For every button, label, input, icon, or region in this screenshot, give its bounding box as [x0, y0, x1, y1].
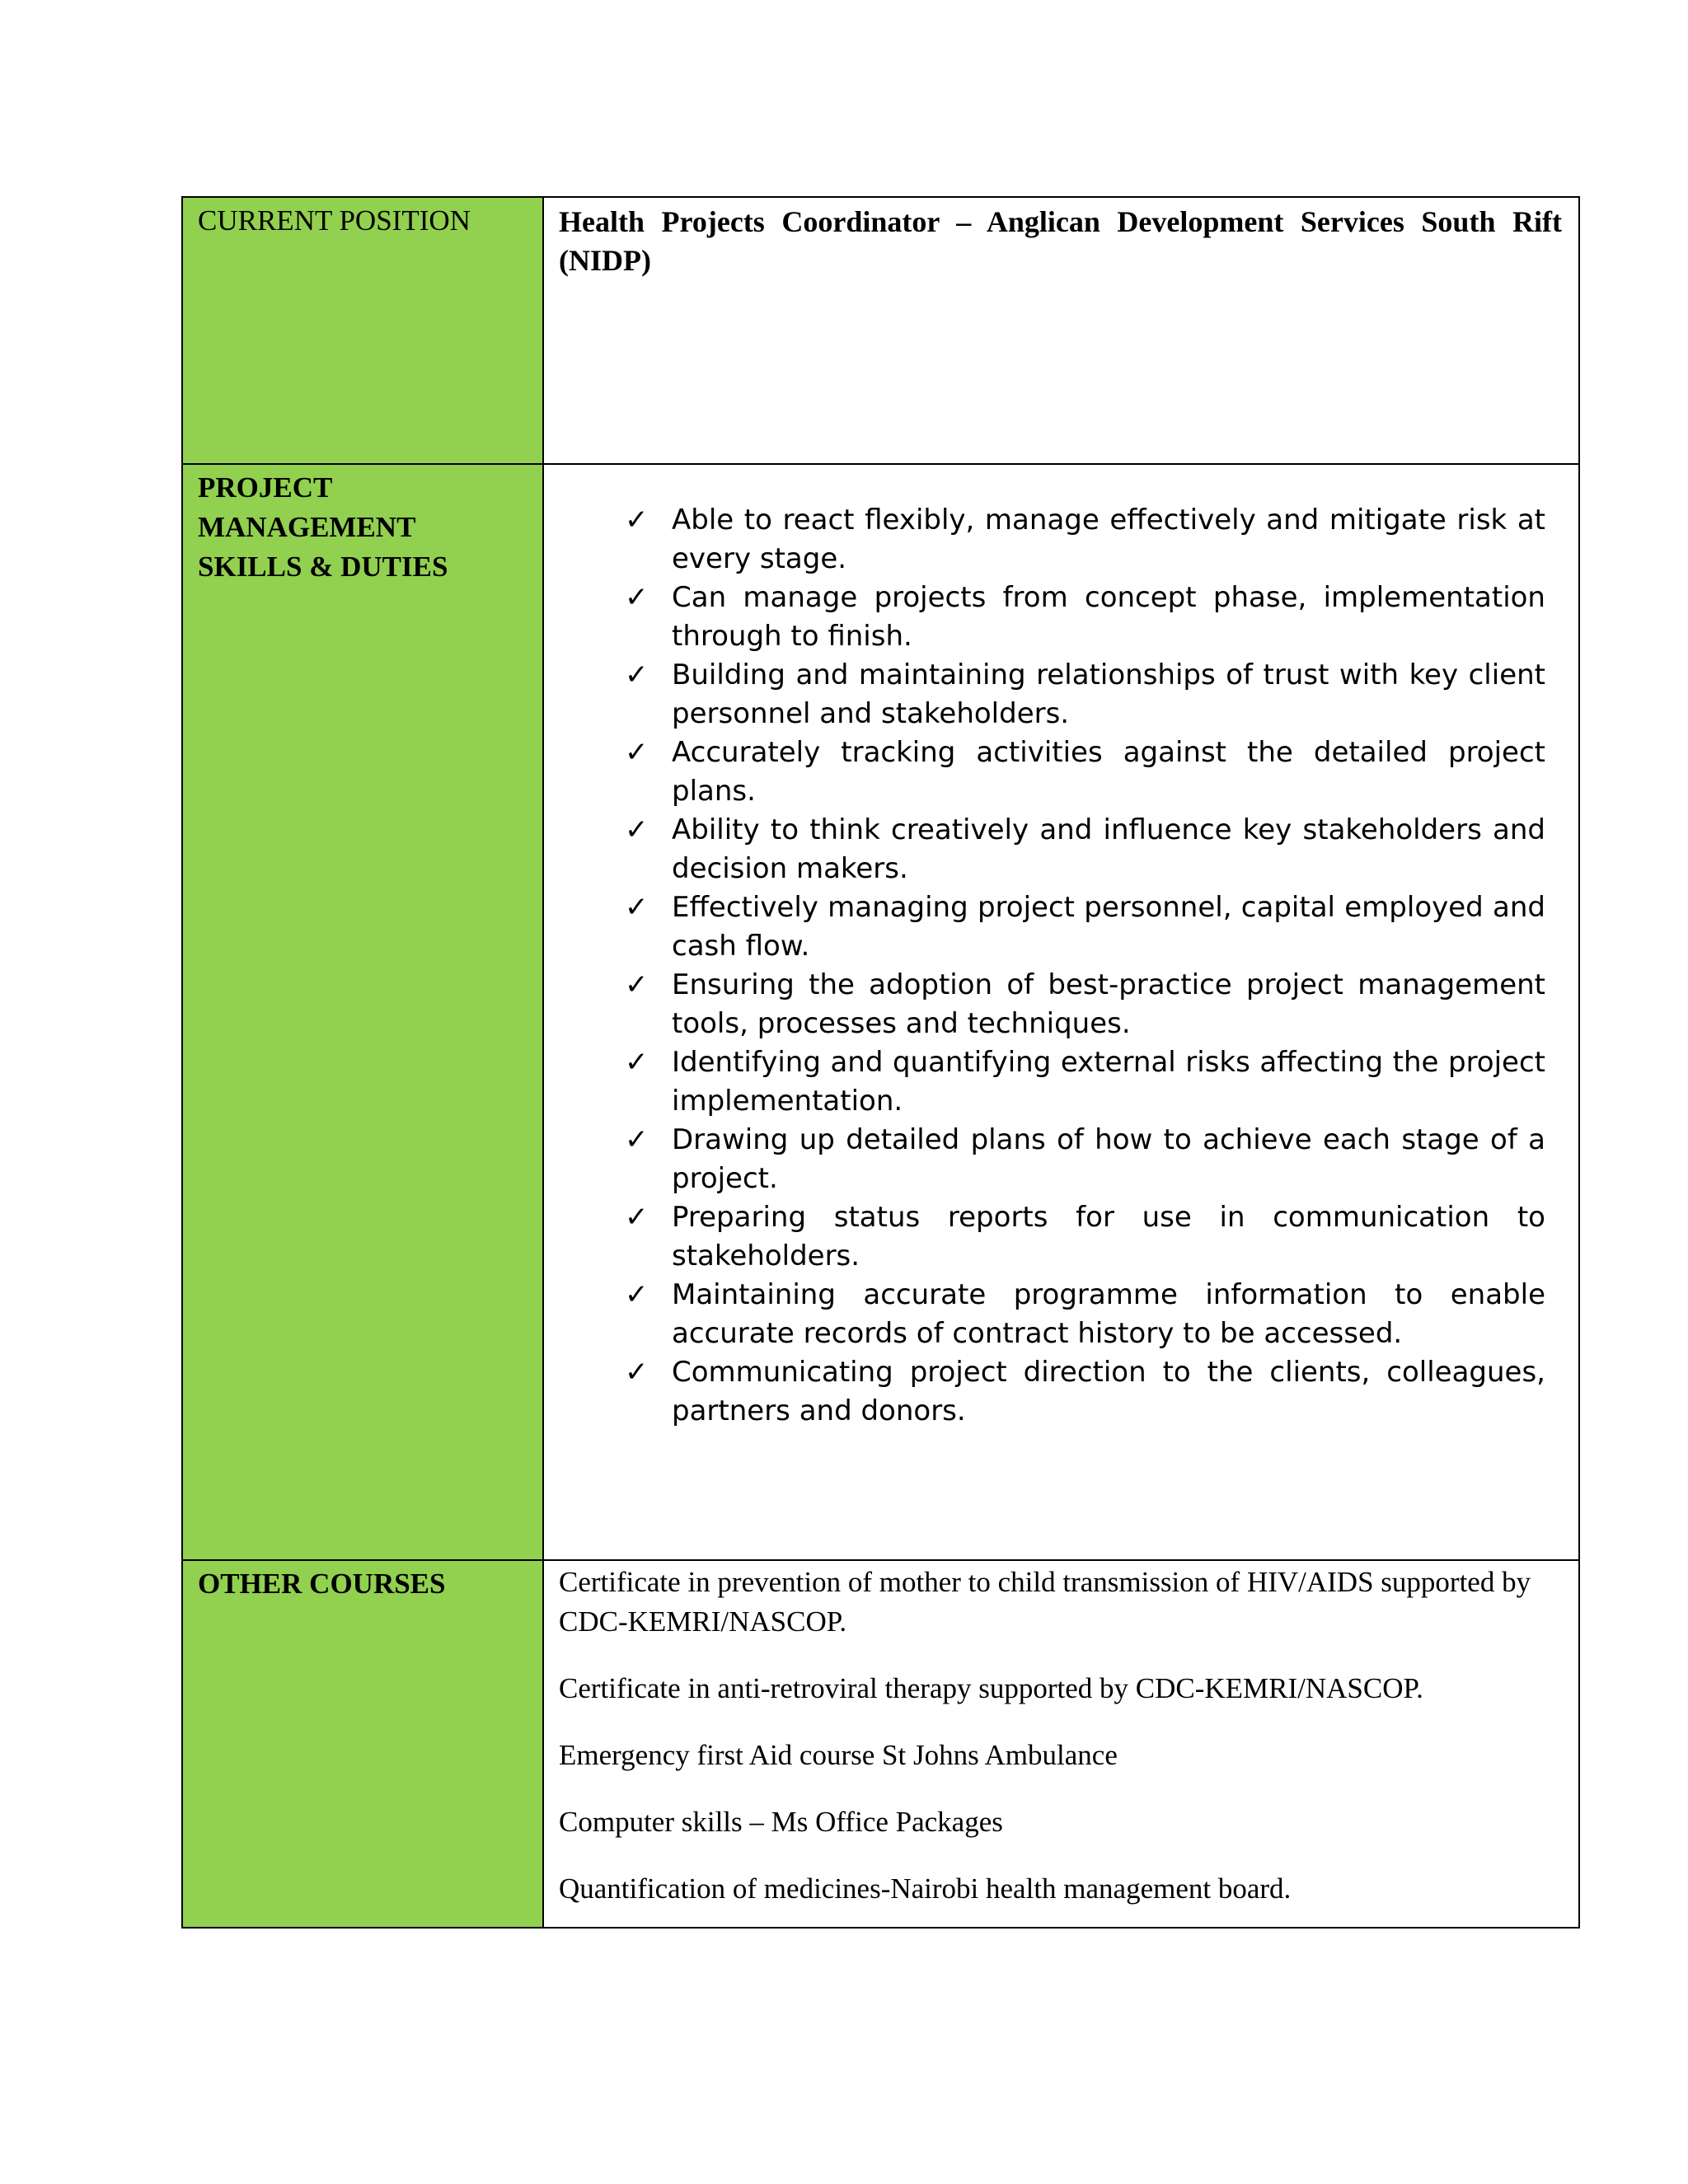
skill-item-text: Identifying and quantifying external risks affecting the project implementation. — [672, 1046, 1545, 1118]
other-courses-cell — [543, 1560, 1579, 1928]
skill-item-text: Can manage projects from concept phase, implementation through to finish. — [672, 581, 1545, 653]
current-position-cell — [543, 197, 1579, 464]
skill-item-text: Accurately tracking activities against the detailed project plans. — [672, 736, 1545, 808]
skill-item-text: Effectively managing project personnel, capital employed and cash flow. — [672, 891, 1545, 963]
skill-item — [544, 579, 1545, 656]
check-icon: ✓ — [625, 968, 649, 1001]
current-position-label: CURRENT POSITION — [182, 197, 543, 464]
check-icon: ✓ — [625, 736, 649, 769]
skill-item — [544, 1353, 1545, 1431]
skill-item — [544, 501, 1545, 579]
skills-list — [544, 465, 1578, 1431]
skill-item-text: Maintaining accurate programme information to enable accurate records of contract history to be accessed. — [672, 1278, 1545, 1350]
skill-item — [544, 733, 1545, 811]
check-icon: ✓ — [625, 1278, 649, 1311]
check-icon: ✓ — [625, 1123, 649, 1156]
skill-item — [544, 811, 1545, 888]
courses-list — [544, 1561, 1578, 1909]
skills-label — [182, 464, 543, 1560]
skills-cell — [543, 464, 1579, 1560]
check-icon: ✓ — [625, 658, 649, 691]
skill-item-text: Communicating project direction to the clients, colleagues, partners and donors. — [672, 1356, 1545, 1427]
check-icon: ✓ — [625, 1356, 649, 1389]
check-icon: ✓ — [625, 891, 649, 924]
course-item: Certificate in anti-retroviral therapy supported by CDC-KEMRI/NASCOP. — [559, 1672, 1423, 1704]
skill-item — [544, 1121, 1545, 1198]
course-item: Emergency first Aid course St Johns Ambulance — [559, 1739, 1118, 1771]
course-item: Computer skills – Ms Office Packages — [559, 1806, 1003, 1838]
current-position-row — [182, 197, 1579, 464]
skill-item — [544, 966, 1545, 1043]
cv-table — [181, 196, 1580, 1929]
skills-row — [182, 464, 1579, 1560]
skills-label-line: MANAGEMENT — [198, 511, 416, 543]
check-icon: ✓ — [625, 1046, 649, 1079]
skill-item — [544, 1043, 1545, 1121]
skill-item-text: Drawing up detailed plans of how to achieve each stage of a project. — [672, 1123, 1545, 1195]
course-item: Quantification of medicines-Nairobi health management board. — [559, 1872, 1292, 1905]
skill-item-text: Building and maintaining relationships of trust with key client personnel and stakeholders. — [672, 658, 1545, 730]
check-icon: ✓ — [625, 504, 649, 537]
skill-item-text: Ensuring the adoption of best-practice project management tools, processes and techniques. — [672, 968, 1545, 1040]
skill-item — [544, 1198, 1545, 1276]
check-icon: ✓ — [625, 1201, 649, 1234]
other-courses-row — [182, 1560, 1579, 1928]
skill-item-text: Preparing status reports for use in communication to stakeholders. — [672, 1201, 1545, 1272]
check-icon: ✓ — [625, 813, 649, 846]
skill-item-text: Ability to think creatively and influence key stakeholders and decision makers. — [672, 813, 1545, 885]
current-position-value: Health Projects Coordinator – Anglican Development Services South Rift (NIDP) — [559, 205, 1562, 277]
course-item: Certificate in prevention of mother to child transmission of HIV/AIDS supported by CDC-KEMRI/NASCOP. — [559, 1566, 1531, 1638]
skill-item — [544, 888, 1545, 966]
skill-item-text: Able to react flexibly, manage effectively and mitigate risk at every stage. — [672, 504, 1545, 575]
check-icon: ✓ — [625, 581, 649, 614]
skills-label-line: SKILLS & DUTIES — [198, 551, 448, 583]
other-courses-label: OTHER COURSES — [182, 1560, 543, 1928]
skills-label-line: PROJECT — [198, 471, 333, 504]
skill-item — [544, 656, 1545, 733]
skill-item — [544, 1276, 1545, 1353]
